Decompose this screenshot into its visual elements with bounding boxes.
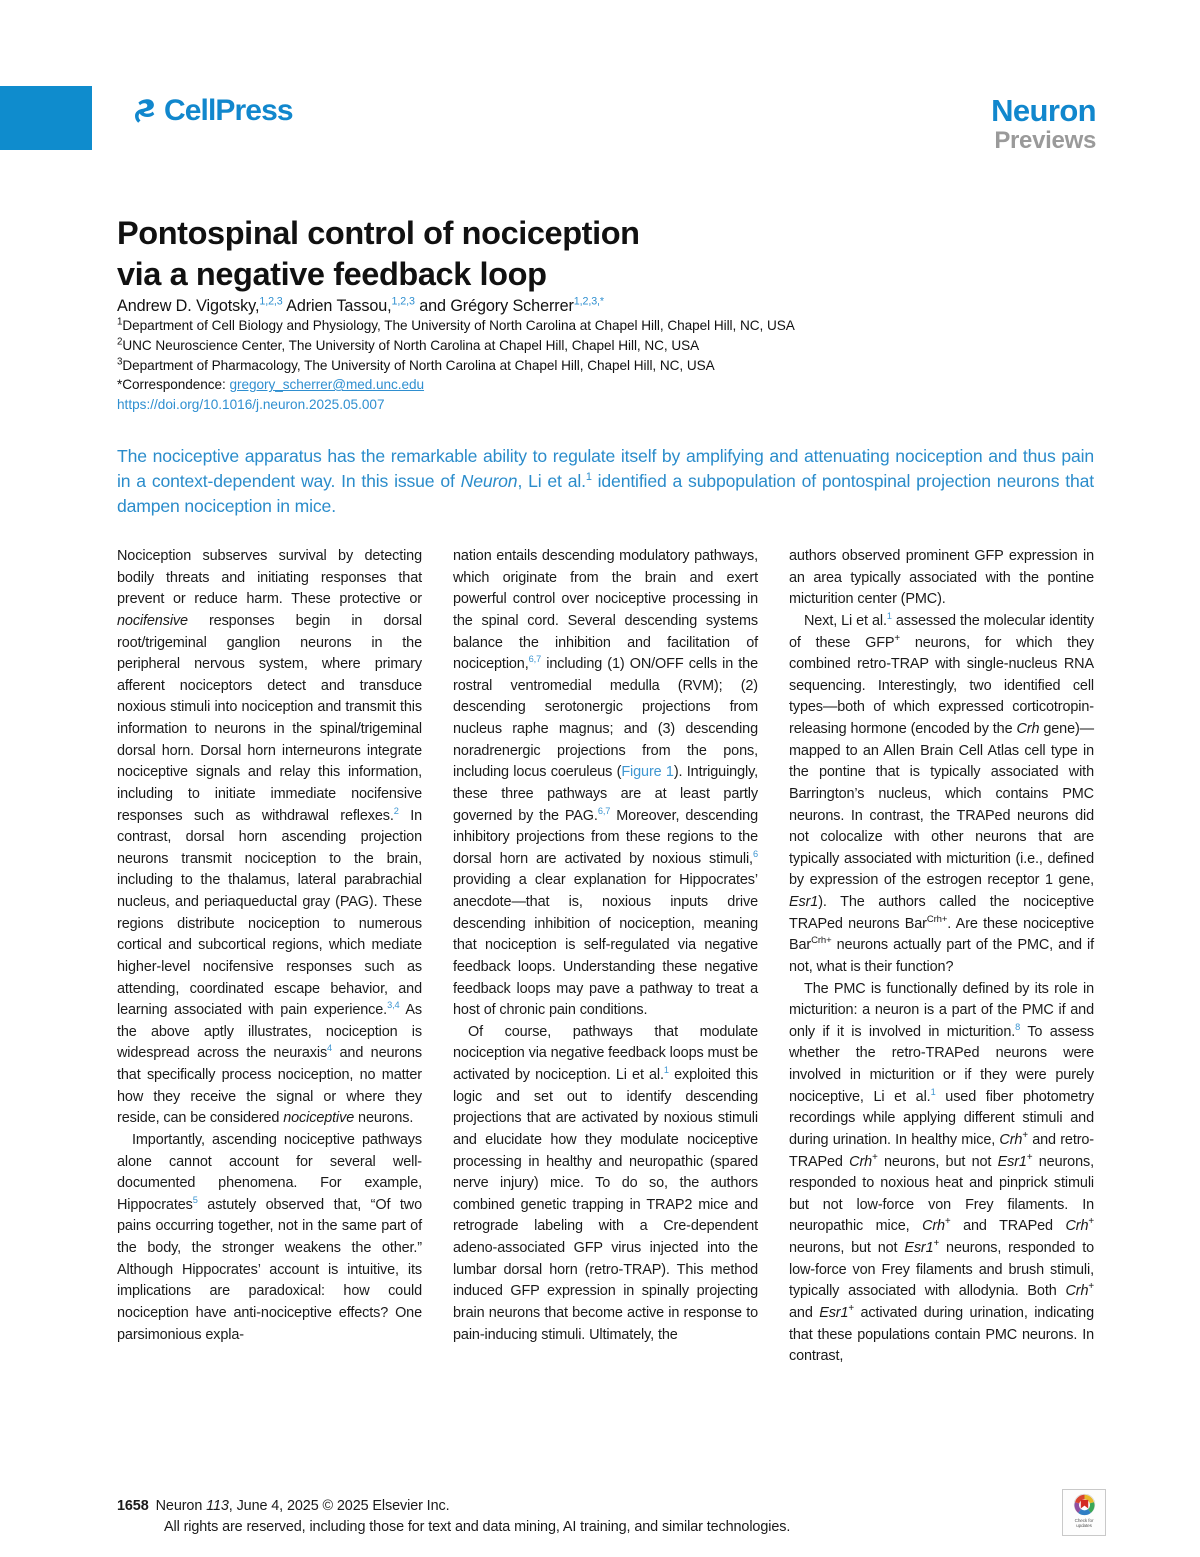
article-title-line-2: via a negative feedback loop [117, 256, 547, 293]
crossmark-label-line-2: updates [1076, 1523, 1092, 1529]
paragraph: Importantly, ascending nociceptive pathways alone cannot account for several well-documented phenomena. For example, Hippocrates$^5$ astutely observed that, “Of two pains occurring together, not in the same part of the body, the stronger weakens the other.” Although Hippocrates’ account is intuitive, its implications are paradoxical: how could nociception have anti-nociceptive effects? One parsimonious expla- [117, 1131, 422, 1343]
figure-1-link[interactable]: Figure 1 [621, 764, 674, 781]
footer-journal: Neuron 113 [155, 1498, 229, 1514]
corner-accent-bar [0, 86, 92, 150]
correspondence-line [117, 375, 1017, 395]
correspondence-label: *Correspondence: [117, 377, 226, 393]
cellpress-logo [131, 96, 293, 126]
paragraph: authors observed prominent GFP expression in an area typically associated with the pontine micturition center (PMC). [789, 548, 1094, 608]
author-block [117, 296, 1017, 414]
paragraph: Nociception subserves survival by detecting bodily threats and initiating responses that prevent or reduce harm. These protective or nocifensive responses begin in dorsal root/trigeminal ganglion neurons in the peripheral nervous system, where primary afferent nociceptors detect and transduce noxious stimuli into nociception and transmit this information to neurons in the spinal/trigeminal dorsal horn. Dorsal horn interneurons integrate nociceptive signals and relay this information, including to initiate immediate nocifensive responses such as withdrawal reflexes.$^2$ In contrast, dorsal horn ascending projection neurons transmit nociception to the brain, including to the thalamus, lateral parabrachial nucleus, and periaqueductal gray (PAG). These regions distribute nociception to numerous cortical and subcortical regions, which mediate higher-level nocifensive responses such as attending, coordinated escape behavior, and learning associated with pain experience.$^{3,4}$ As the above aptly illustrates, nociception is widespread across the neuraxis$^4$ and neurons that specifically process nociception, no matter how they receive the signal or where they reside, can be considered nociceptive neurons. [117, 548, 422, 1127]
body-columns [117, 546, 1095, 1368]
article-teaser: The nociceptive apparatus has the remarkable ability to regulate itself by amplifying and attenuating nociception and thus pain in a context-dependent way. In this issue of Neuron, Li et al.$^1$ identified a subpopulation of pontospinal projection neurons that dampen nociception in mice. [117, 446, 1094, 516]
affiliation-1: $^1$Department of Cell Biology and Physiology, The University of North Carolina at Chapel Hill, Chapel Hill, NC, USA [117, 316, 795, 334]
crossmark-label-line-1: Check for [1074, 1517, 1094, 1523]
page-footer [117, 1496, 1017, 1538]
page-number: 1658 [117, 1498, 149, 1514]
author-names: Andrew D. Vigotsky,$^{1,2,3}$ Adrien Tassou,$^{1,2,3}$ and Grégory Scherrer$^{1,2,3,*}$ [117, 295, 604, 315]
doi-link[interactable]: https://doi.org/10.1016/j.neuron.2025.05.007 [117, 396, 385, 412]
body-column-1 [117, 546, 422, 1368]
cellpress-mark-icon [131, 96, 157, 126]
journal-masthead [991, 94, 1096, 155]
affiliation-2: $^2$UNC Neuroscience Center, The University of North Carolina at Chapel Hill, Chapel Hill, NC, USA [117, 336, 700, 353]
paragraph: The PMC is functionally defined by its role in micturition: a neuron is a part of the PMC if and only if it is involved in micturition.$^8$ To assess whether the retro-TRAPed neurons were involved in micturition or if they were purely nociceptive, Li et al.$^1$ used fiber photometry recordings while applying different stimuli and during urination. In healthy mice, Crh+ and retro-TRAPed Crh+ neurons, but not Esr1+ neurons, responded to noxious heat and pinprick stimuli but not low-force von Frey filaments. In neuropathic mice, Crh+ and TRAPed Crh+ neurons, but not Esr1+ neurons, responded to low-force von Frey filaments and brush stimuli, typically associated with allodynia. Both Crh+ and Esr1+ activated during urination, indicating that these populations contain PMC neurons. In contrast, [789, 980, 1094, 1365]
journal-name: Neuron [991, 93, 1096, 128]
footer-citation-rest: , June 4, 2025 © 2025 Elsevier Inc. [228, 1498, 450, 1514]
paragraph: Of course, pathways that modulate nociception via negative feedback loops must be activated by nociception. Li et al.$^1$ exploited this logic and set out to identify descending projections that are activated by noxious stimuli and elucidate how they modulate nociceptive processing in healthy and neuropathic (spared nerve injury) mice. To do so, the authors combined genetic trapping in TRAP2 mice and retrograde labeling with a Cre-dependent adeno-associated GFP virus injected into the lumbar dorsal horn (retro-TRAP). This method induced GFP expression in spinally projecting brain neurons that become active in response to pain-inducing stimuli. Ultimately, the [453, 1023, 759, 1343]
paragraph: nation entails descending modulatory pathways, which originate from the brain and exert powerful control over nociceptive processing in the spinal cord. Several descending systems balance the inhibition and facilitation of nociception,$^{6,7}$ including (1) ON/OFF cells in the rostral ventromedial medulla (RVM); (2) descending serotonergic projections from nucleus raphe magnus; and (3) descending noradrenergic projections from the pons, including locus coeruleus (Figure 1). Intriguingly, these three pathways are at least partly governed by the PAG.$^{6,7}$ Moreover, descending inhibitory projections from these regions to the dorsal horn are activated by noxious stimuli,$^6$ providing a clear explanation for Hippocrates’ anecdote—that is, noxious inputs drive descending inhibition of nociception, meaning that nociception is self-regulated via negative feedback loops. Understanding these negative feedback loops may pave a pathway to treat a host of chronic pain conditions. [453, 548, 758, 1019]
cellpress-wordmark: CellPress [164, 94, 293, 127]
affiliation-3: $^3$Department of Pharmacology, The University of North Carolina at Chapel Hill, Chapel Hill, NC, USA [117, 356, 715, 373]
body-column-2 [453, 546, 758, 1368]
correspondence-email-link[interactable]: gregory_scherrer@med.unc.edu [229, 377, 425, 393]
paragraph: Next, Li et al.$^1$ assessed the molecular identity of these GFP+ neurons, for which they combined retro-TRAP with single-nucleus RNA sequencing. Interestingly, two identified cell types—both of which expressed corticotropin-releasing hormone (encoded by the Crh gene)—mapped to an Allen Brain Cell Atlas cell type in the pontine that is typically associated with Barrington’s nucleus, which contains PMC neurons. In contrast, the TRAPed neurons did not colocalize with other neurons that are typically associated with micturition (i.e., defined by expression of the estrogen receptor 1 gene, Esr1). The authors called the nociceptive TRAPed neurons Bar$^{Crh+}$. Are these nociceptive Bar$^{Crh+}$ neurons actually part of the PMC, and if not, what is their function? [789, 611, 1094, 975]
article-title [117, 213, 897, 296]
journal-section: Previews [994, 127, 1096, 155]
crossmark-badge[interactable] [1062, 1489, 1106, 1536]
crossmark-label [1075, 1518, 1094, 1529]
footer-citation-line [117, 1496, 1017, 1517]
body-column-3 [789, 546, 1094, 1368]
footer-rights-line: All rights are reserved, including those for text and data mining, AI training, and similar technologies. [164, 1519, 791, 1536]
article-title-line-1: Pontospinal control of nociception [117, 214, 640, 251]
crossmark-icon [1073, 1493, 1096, 1516]
